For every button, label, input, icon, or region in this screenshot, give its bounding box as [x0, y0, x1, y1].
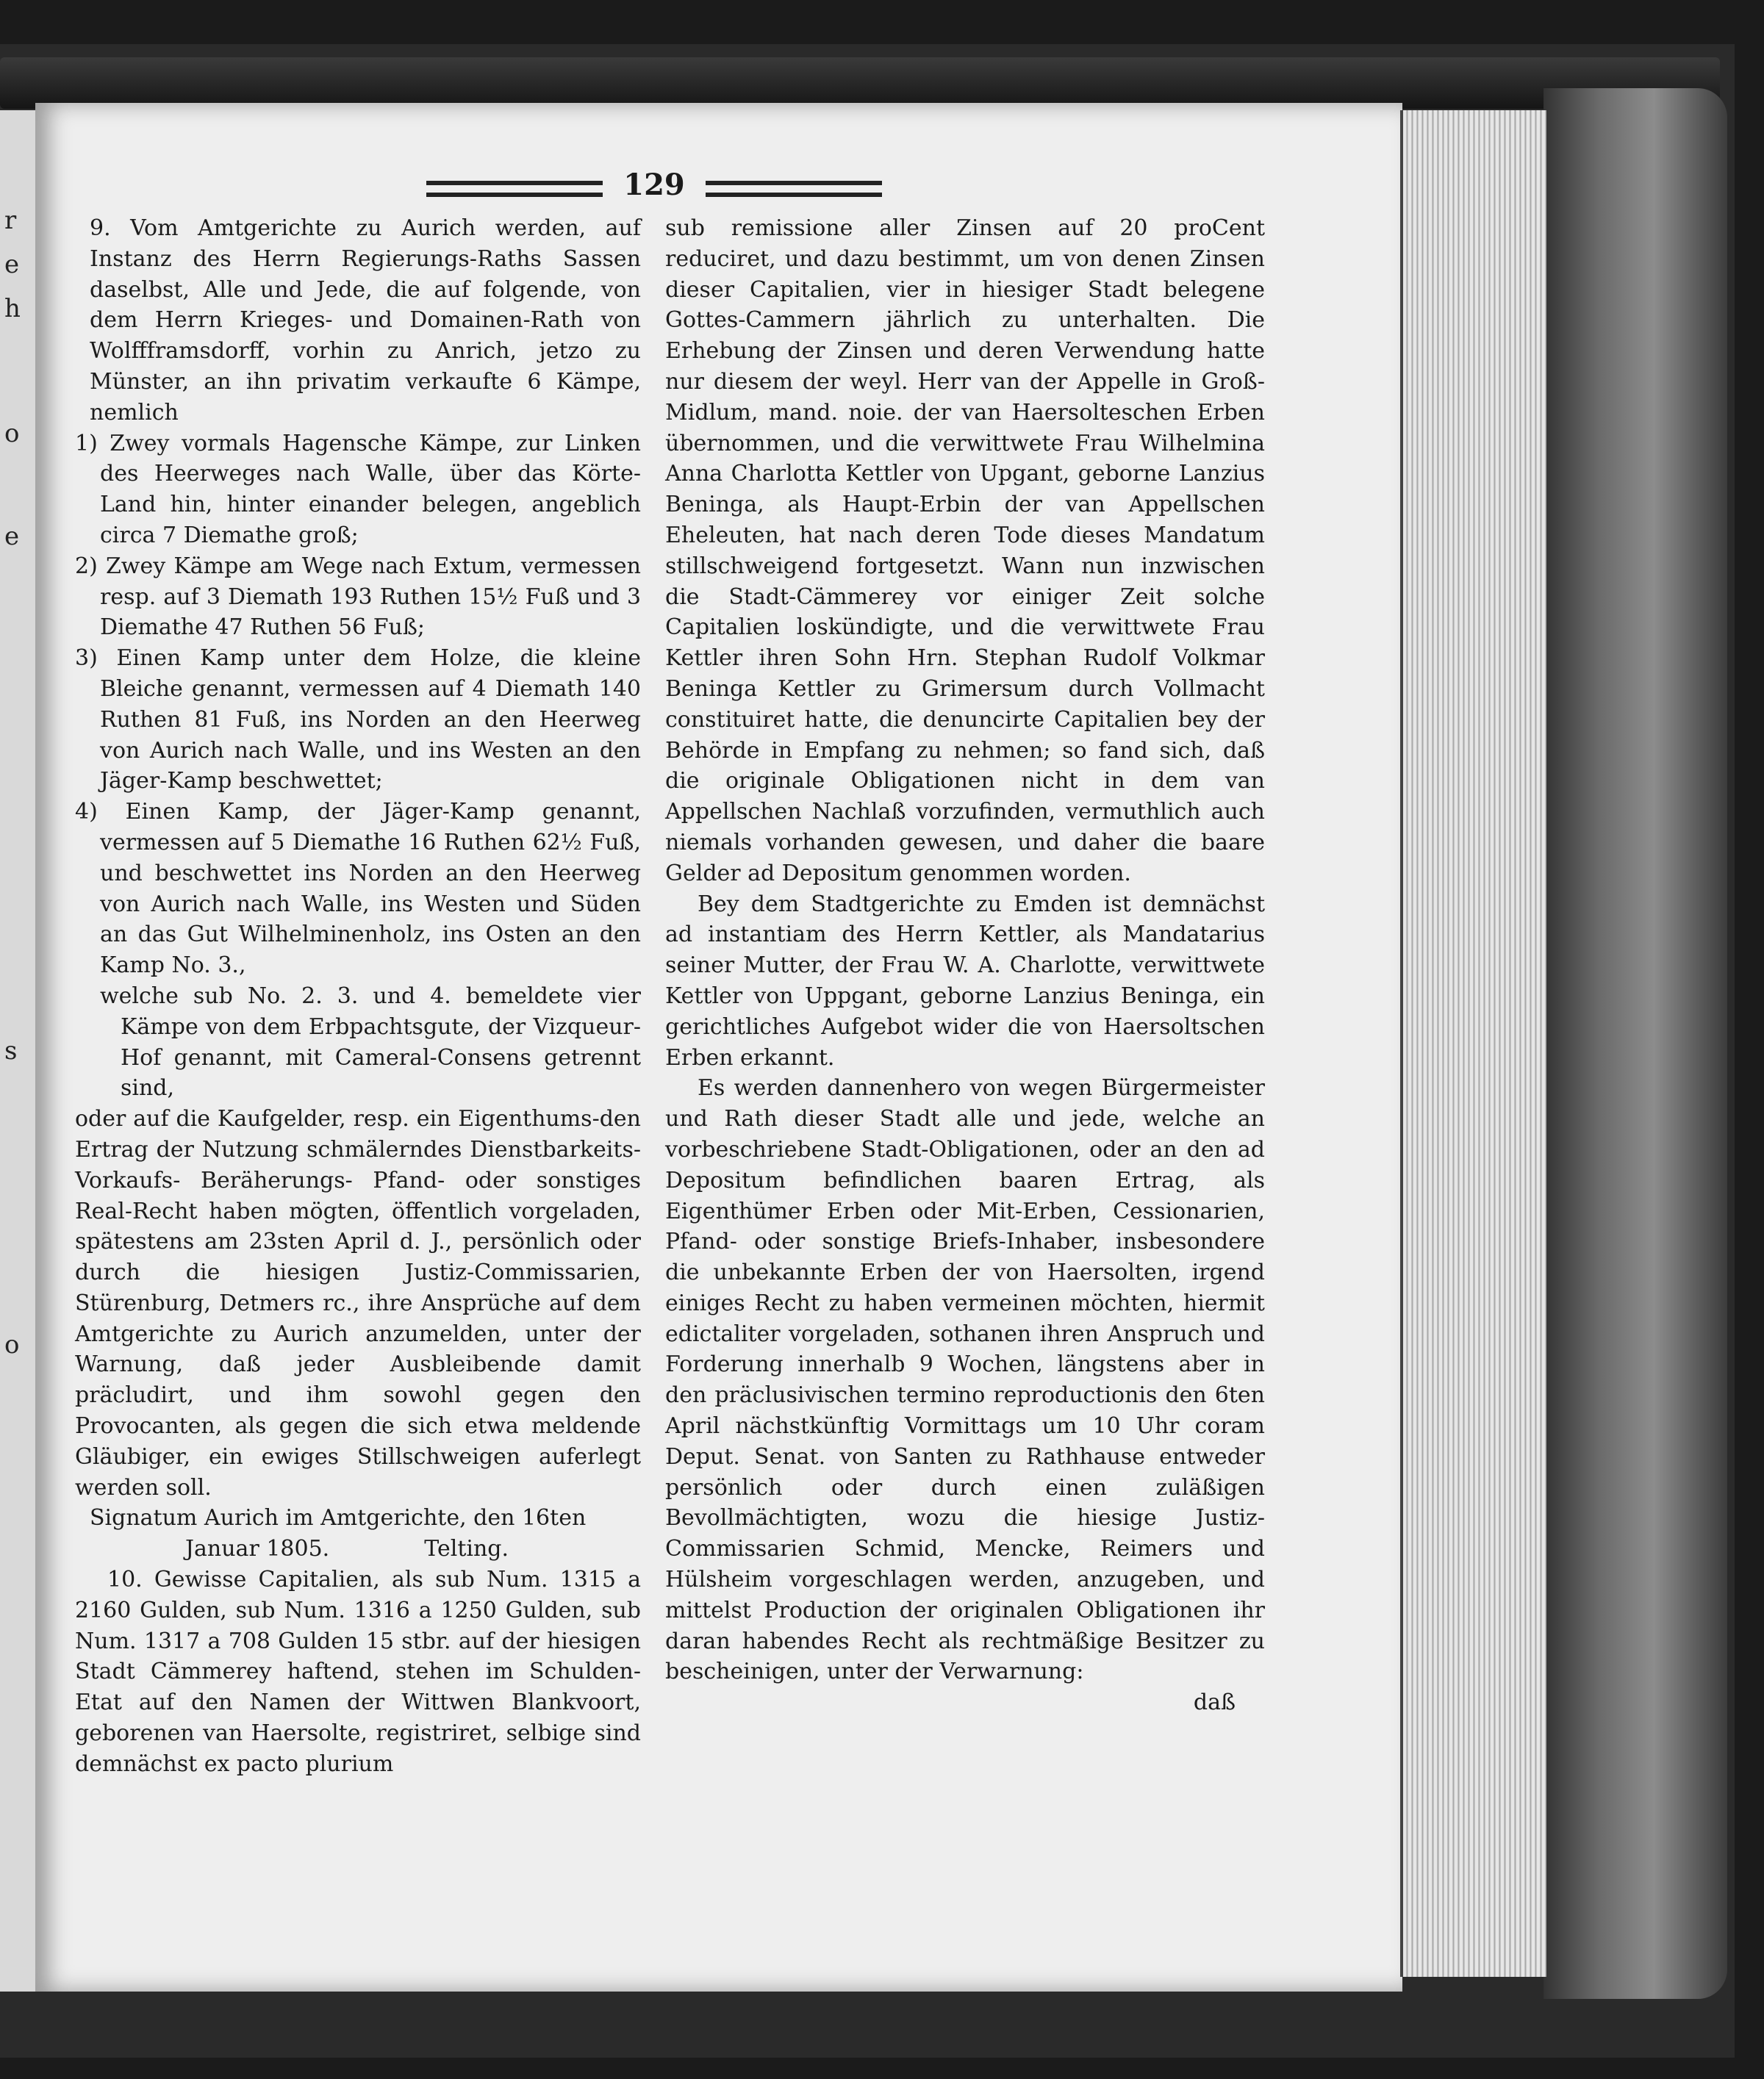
kamp-item-2: 2) Zwey Kämpe am Wege nach Extum, vermessen resp. auf 3 Diemath 193 Ruthen 15½ Fuß und 3 Diemathe 47 Ruthen 56 Fuß; [75, 553, 641, 641]
signatum-date-line [75, 1534, 641, 1565]
right-paragraph-1: sub remissione aller Zinsen auf 20 proCent reduciret, und dazu bestimmt, um von denen Zinsen dieser Capitalien, vier in hiesiger Stadt belegene Gottes-Cammern jährlich zu unterhalten. Die Erhebung der Zinsen und deren Verwendung hatte nur diesem der weyl. Herr van der Appelle in Groß-Midlum, mand. noie. der van Haersolteschen Erben übernommen, und die verwittwete Frau Wilhelmina Anna Charlotta Kettler von Upgant, geborne Lanzius Beninga, als Haupt-Erbin der van Appellschen Eheleuten, hat nach deren Tode dieses Mandatum stillschweigend fortgesetzt. Wann nun inzwischen die Stadt-Cämmerey vor einiger Zeit solche Capitalien loskündigte, und die verwittwete Frau Kettler ihren Sohn Hrn. Stephan Rudolf Volkmar Beninga Kettler zu Grimersum durch Vollmacht constituiret hatte, die denuncirte Capitalien bey der Behörde in Empfang zu nehmen; so fand sich, daß die originale Obligationen nicht in dem van Appellschen Nachlaß vorzufinden, vermuthlich auch niemals vorhanden gewesen, und daher die baare Gelder ad Depositum genommen worden. [665, 215, 1265, 886]
facing-page-fragment: o [4, 419, 20, 448]
facing-page-fragment: e [4, 522, 20, 551]
signatum-date: Januar 1805. [185, 1536, 330, 1562]
page-header [426, 168, 882, 212]
right-paragraph-2: Bey dem Stadtgerichte zu Emden ist demnächst ad instantiam des Herrn Kettler, als Mandatarius seiner Mutter, der Frau W. A. Charlotte, verwittwete Kettler von Uppgant, geborne Lanzius Beninga, ein gerichtliches Aufgebot wider die von Haersoltschen Erben erkannt. [665, 891, 1265, 1071]
facing-page-fragment: r [4, 206, 17, 235]
sub-no-clause: welche sub No. 2. 3. und 4. bemeldete vier Kämpe von dem Erbpachtsgute, der Vizqueur-Hof genannt, mit Cameral-Consens getrennt sind, [100, 983, 641, 1102]
page-fore-edge [1400, 110, 1546, 1977]
catchword: daß [1193, 1690, 1236, 1716]
page-number: 129 [623, 168, 685, 202]
signatum-name: Telting. [424, 1536, 509, 1562]
facing-page-fragment: h [4, 294, 21, 323]
book-binding-top [0, 57, 1720, 109]
kamp-item-4: 4) Einen Kamp, der Jäger-Kamp genannt, vermessen auf 5 Diemathe 16 Ruthen 62½ Fuß, und beschwettet ins Norden an den Heerweg von Aurich nach Walle, ins Westen und Süden an das Gut Wilhelminenholz, ins Osten an den Kamp No. 3., [75, 799, 641, 979]
kamp-item-1: 1) Zwey vormals Hagensche Kämpe, zur Linken des Heerweges nach Walle, über das Körte-Land hin, hinter einander belegen, angeblich circa 7 Diemathe groß; [75, 430, 641, 548]
right-paragraph-3: Es werden dannenhero von wegen Bürgermeister und Rath dieser Stadt alle und jede, welche an vorbeschriebene Stadt-Obligationen, oder an den ad Depositum befindlichen baaren Ertrag, als Eigenthümer Erben oder Mit-Erben, Cessionarien, Pfand- oder sonstige Briefs-Inhaber, insbesondere die unbekannte Erben der von Haersolten, irgend einiges Recht zu haben vermeinen möchten, hiermit edictaliter vorgeladen, sothanen ihren Anspruch und Forderung innerhalb 9 Wochen, längstens aber in den präclusivischen termino reproductionis den 6ten April nächstkünftig Vormittags um 10 Uhr coram Deput. Senat. von Santen zu Rathhause entweder persönlich oder durch einen zuläßigen Bevollmächtigten, wozu die hiesige Justiz-Commissarien Schmid, Mencke, Reimers und Hülsheim vorgeschlagen werden, anzugeben, und mittelst Production der originalen Obligationen ihr daran habendes Recht als rechtmäßige Besitzer zu bescheinigen, unter der Verwarnung: [665, 1075, 1265, 1685]
signatum-line: Signatum Aurich im Amtgerichte, den 16ten [90, 1505, 587, 1532]
notice-item-9-intro: 9. Vom Amtgerichte zu Aurich werden, auf Instanz des Herrn Regierungs-Raths Sassen daselbst, Alle und Jede, die auf folgende, von dem Herrn Krieges- und Domainen-Rath von Wolffframsdorff, vorhin zu Anrich, jetzo zu Münster, an ihn privatim verkaufte 6 Kämpe, nemlich [90, 215, 641, 426]
kamp-item-3: 3) Einen Kamp unter dem Holze, die kleine Bleiche genannt, vermessen auf 4 Diemath 140 Ruthen 81 Fuß, ins Norden an den Heerweg von Aurich nach Walle, und ins Westen an den Jäger-Kamp beschwettet; [75, 645, 641, 794]
left-column [75, 213, 641, 1780]
book-cover-edge [1544, 88, 1727, 1999]
facing-page-fragment: o [4, 1330, 20, 1360]
facing-page-fragment: e [4, 250, 20, 279]
notice-item-10: 10. Gewisse Capitalien, als sub Num. 1315 a 2160 Gulden, sub Num. 1316 a 1250 Gulden, sub Num. 1317 a 708 Gulden 15 stbr. auf der hiesigen Stadt Cämmerey haftend, stehen im Schulden-Etat auf den Namen der Wittwen Blankvoort, geborenen van Haersolte, registriret, selbige sind demnächst ex pacto plurium [75, 1567, 641, 1777]
facing-page-fragment: s [4, 1036, 18, 1066]
facing-page-sliver [0, 110, 40, 1992]
claims-paragraph: oder auf die Kaufgelder, resp. ein Eigenthums-den Ertrag der Nutzung schmälerndes Dienstbarkeits- Vorkaufs- Beräherungs- Pfand- oder sonstiges Real-Recht haben mögten, öffentlich vorgeladen, spätestens am 23sten April d. J., persönlich oder durch die hiesigen Justiz-Commissarien, Stürenburg, Detmers rc., ihre Ansprüche auf dem Amtgerichte zu Aurich anzumelden, unter der Warnung, daß jeder Ausbleibende damit präcludirt, und ihm sowohl gegen den Provocanten, als gegen die sich etwa meldende Gläubiger, ein ewiges Stillschweigen auferlegt werden soll. [75, 1106, 641, 1501]
header-rule-right [706, 181, 882, 197]
right-column [665, 213, 1265, 1718]
